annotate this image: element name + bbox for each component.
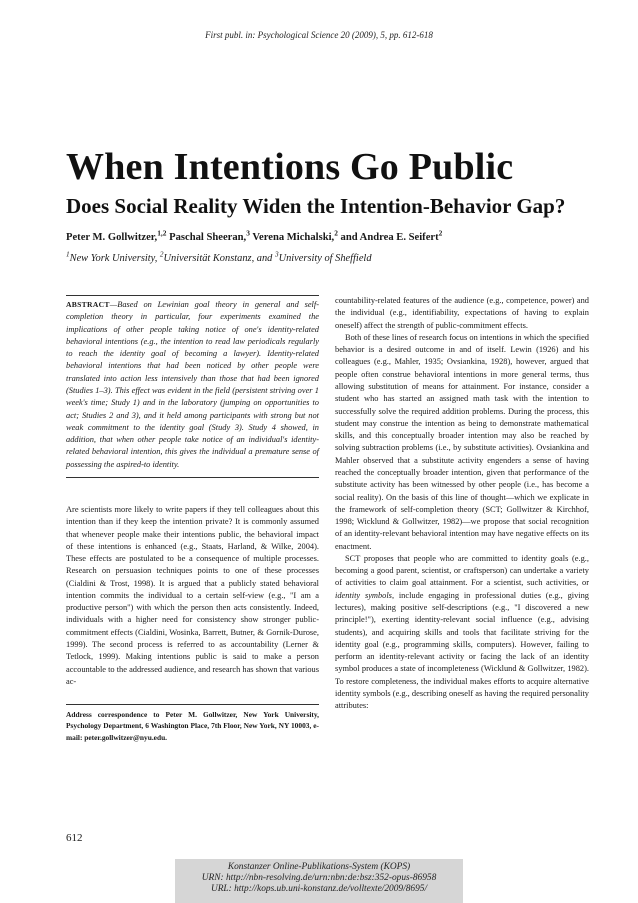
paragraph-text: SCT proposes that people who are committed to identity goals (e.g., becoming a good parent, scientist, or craftsperson) can undertake a variety of activities to claim goal attainment. For a scientist, such activities, or xyxy=(335,553,589,588)
paragraph-text: , include engaging in professional duties (e.g., giving lectures), making positive self-descriptions (e.g., "I discovered a new principle!"), exerting identity-relevant social influence (e.g., advising students), and acquiring skills and tools that facilitate striving for the identity goal (e.g., programming skills, computers). However, failing to perform an identity-relevant activity or facing the lack of an identity symbol produces a state of incompleteness (Wicklund & Gollwitzer, 1982). To restore completeness, the individual makes efforts to acquire alternative identity symbols (e.g., describing oneself as having the required personality attributes: xyxy=(335,590,589,711)
body-paragraph: Are scientists more likely to write papers if they tell colleagues about this intention than if they keep the intention private? It is commonly assumed that whenever people make their intentions public, the behavioral impact of these intentions is enhanced (e.g., Staats, Harland, & Wilke, 2004). These effects are postulated to be a consequence of multiple processes. Research on persuasion techniques points to one of these processes (Cialdini & Trost, 1998). It is argued that a publicly stated behavioral intention commits the individual to a certain self-view (e.g., "I am a productive person") with which the person then acts consistently. Indeed, individuals with a higher need for consistency show stronger public-commitment effects (Cialdini, Wosinka, Barrett, Butner, & Gornik-Durose, 1999). The second process is referred to as accountability (Lerner & Tetlock, 1999). Making intentions public is said to make a person accountable to the addressed audience, and research has shown that various ac- xyxy=(66,504,319,686)
footer-repository-name: Konstanzer Online-Publikations-System (KOPS) xyxy=(227,862,411,872)
affiliations xyxy=(66,250,372,264)
affil-1-mark: 1 xyxy=(66,250,70,259)
emphasis-term: identity symbols xyxy=(335,590,392,600)
left-column xyxy=(66,295,319,743)
affil-2: Universität Konstanz, and xyxy=(163,253,275,264)
affil-3-mark: 3 xyxy=(274,250,279,259)
body-paragraph: countability-related features of the audience (e.g., competence, power) and the individual (e.g., identifiability, expectations of having to explain oneself) affect the strength of public-commitment effects. xyxy=(335,296,589,330)
author-3-affil: 2 xyxy=(334,228,338,238)
abstract-heading: ABSTRACT xyxy=(66,300,110,309)
author-4-affil: 2 xyxy=(438,228,443,238)
author-1: Peter M. Gollwitzer, xyxy=(66,232,158,243)
author-2-affil: 3 xyxy=(246,228,250,238)
paper-subtitle: Does Social Reality Widen the Intention-Behavior Gap? xyxy=(66,194,566,218)
paper-title: When Intentions Go Public xyxy=(66,146,514,188)
correspondence-note xyxy=(66,700,319,743)
repository-footer xyxy=(175,859,463,903)
footnote-rule xyxy=(66,704,319,705)
footer-urn: URN: http://nbn-resolving.de/urn:nbn:de:bsz:352-opus-86958 xyxy=(201,873,437,883)
correspondence-text: Address correspondence to Peter M. Gollwitzer, New York University, Psychology Department, 6 Washington Place, 7th Floor, New York, NY 10003, e-mail: peter.gollwitzer@nyu.edu. xyxy=(66,710,319,742)
affil-2-mark: 2 xyxy=(159,250,164,259)
author-list xyxy=(66,228,443,243)
author-1-affil: 1,2 xyxy=(157,228,167,238)
page-number: 612 xyxy=(66,832,83,844)
affil-3: University of Sheffield xyxy=(278,253,372,264)
author-2: Paschal Sheeran, xyxy=(166,232,247,243)
body-paragraph: Both of these lines of research focus on intentions in which the specified behavior is a desired outcome in and of itself. Lewin (1926) and his colleagues (e.g., Mahler, 1935; Ovsiankina, 1928), however, argued that people often construe behavioral intentions in more general terms, thus allowing substitution of means for attainment. For instance, consider a student who has started an assigned math task with the intention to successfully solve the required addition problems. During the process, this student may construe the intention as being to demonstrate mathematical skills, and this conceptually broader intention may also be reached by solving subtraction problems (i.e., by substitute activities). Ovsiankina and Mahler observed that a substitute activity engenders a sense of having reached the conceptually broader intention, given that performance of the substitute activity has been witnessed by other people (i.e., has become a social reality). On the basis of this line of thought—which we explicate in the framework of self-completion theory (SCT; Gollwitzer & Kirchhof, 1998; Wicklund & Gollwitzer, 1982)—we propose that social recognition of an identity-relevant behavioral intention may have negative effects on its enactment. xyxy=(335,332,589,551)
author-3: Verena Michalski, xyxy=(249,232,335,243)
body-paragraph xyxy=(335,553,589,713)
affil-1: New York University, xyxy=(69,253,160,264)
footer-url: URL: http://kops.ub.uni-konstanz.de/volltexte/2009/8695/ xyxy=(210,884,428,894)
publication-note: First publ. in: Psychological Science 20 (2009), 5, pp. 612-618 xyxy=(205,30,433,40)
author-4: and Andrea E. Seifert xyxy=(337,232,439,243)
abstract-text: —Based on Lewinian goal theory in general and self-completion theory in particular, four experiments examined the implications of other people taking notice of one's identity-related behavioral intentions (e.g., the intention to read law periodicals regularly to reach the identity goal of becoming a lawyer). Identity-related behavioral intentions that had been noticed by other people were translated into action less intensively than those that had been ignored (Studies 1–3). This effect was evident in the field (persistent striving over 1 week's time; Study 1) and in the laboratory (jumping on opportunities to act; Studies 2 and 3), and it held among participants with strong but not weak commitment to the identity goal (Study 3). Study 4 showed, in addition, that when other people take notice of an individual's identity-related behavioral intention, this gives the individual a premature sense of possessing the aspired-to identity. xyxy=(66,300,319,469)
abstract xyxy=(66,296,319,477)
right-column xyxy=(335,295,589,713)
